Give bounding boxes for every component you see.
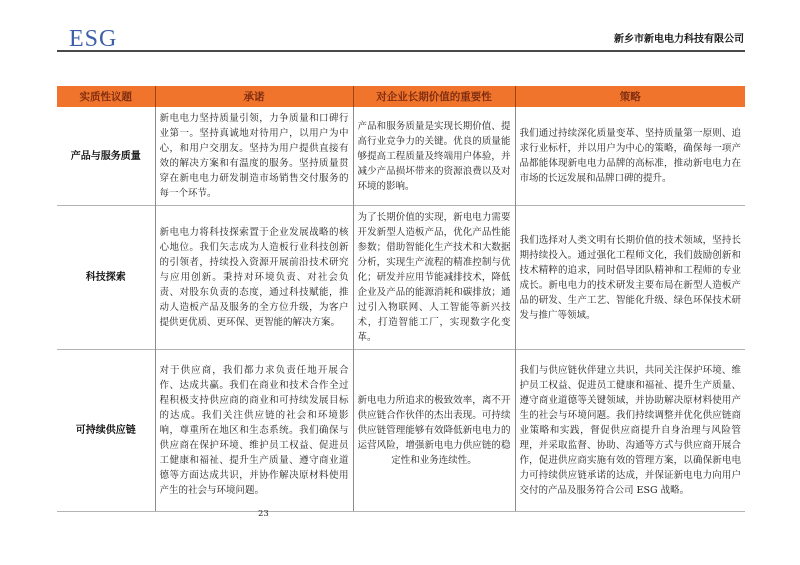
column-header-strategy: 策略 — [515, 86, 745, 107]
document-header — [57, 22, 745, 52]
strategy-cell: 我们通过持续深化质量变革、坚持质量第一原则、追求行业标杆，并以用户为中心的策略，确保每一项产品都能体现新电电力品牌的高标准，推动新电电力在市场的长远发展和品牌口碑的提升。 — [515, 107, 745, 206]
company-name: 新乡市新电电力科技有限公司 — [614, 34, 744, 45]
column-header-commitment: 承诺 — [155, 86, 353, 107]
strategy-cell: 我们选择对人类文明有长期价值的技术领域，坚持长期持续投入。通过强化工程师文化，我们鼓励创新和技术精粹的追求，同时倡导团队精神和工程师的专业成长。新电电力的技术研发主要布局在新型人造板产品的研发、生产工艺、智能化升级、绿色环保技术研发与推广等领域。 — [515, 206, 745, 350]
table-row-sustainable-supply-chain — [57, 350, 745, 512]
commitment-cell: 对于供应商，我们都力求负责任地开展合作、达成共赢。我们在商业和技术合作全过程积极支持供应商的商业和可持续发展目标的达成。我们关注供应链的社会和环境影响，尊重所在地区和生态系统。我们确保与供应商在保护环境、维护员工权益、促进员工健康和福祉、提升生产质量、遵守商业道德等方面达成共识，并协作解决原材料使用产生的社会与环境问题。 — [155, 350, 353, 512]
strategy-cell: 我们与供应链伙伴建立共识，共同关注保护环境、维护员工权益、促进员工健康和福祉、提升生产质量、遵守商业道德等关键领域，并协助解决原材料使用产生的社会与环境问题。我们持续调整并优化供应链商业策略和实践，督促供应商提升自身治理与风险管理，并采取监督、协助、沟通等方式与供应商开展合作，促进供应商实施有效的管理方案，以确保新电电力可持续供应链承诺的达成，并保证新电电力向用户交付的产品及服务符合公司 ESG 战略。 — [515, 350, 745, 512]
table-header-row — [57, 86, 745, 107]
importance-cell: 产品和服务质量是实现长期价值、提高行业竞争力的关键。优良的质量能够提高工程质量及终端用户体验，并减少产品损坏带来的资源浪费以及对环境的影响。 — [353, 107, 515, 206]
commitment-cell: 新电电力将科技探索置于企业发展战略的核心地位。我们矢志成为人造板行业科技创新的引领者，持续投入资源开展前沿技术研究与应用创新。秉持对环境负责、对社会负责、对股东负责的态度，通过科技赋能，推动人造板产品及服务的全方位升级，为客户提供更优质、更环保、更智能的解决方案。 — [155, 206, 353, 350]
column-header-material-issue: 实质性议题 — [57, 86, 155, 107]
page-number: 23 — [258, 509, 269, 519]
esg-logo: ESG — [69, 26, 118, 52]
table-row-product-service-quality — [57, 107, 745, 206]
commitment-cell: 新电电力坚持质量引领，力争质量和口碑行业第一。坚持真诚地对待用户，以用户为中心，和用户交朋友。坚持为用户提供直接有效的解决方案和有温度的服务。坚持质量贯穿在新电电力研发制造市场销售交付服务的每一个环节。 — [155, 107, 353, 206]
topic-cell: 产品与服务质量 — [70, 150, 141, 162]
importance-cell: 新电电力所追求的极致效率，离不开供应链合作伙伴的杰出表现。可持续供应链管理能够有效降低新电电力的运营风险，增强新电电力供应链的稳定性和业务连续性。 — [353, 350, 515, 512]
column-header-importance: 对企业长期价值的重要性 — [353, 86, 515, 107]
importance-cell: 为了长期价值的实现，新电电力需要开发新型人造板产品，优化产品性能参数；借助智能化生产技术和大数据分析，实现生产流程的精准控制与优化；研发并应用节能减排技术，降低企业及产品的能源消耗和碳排放；通过引入物联网、人工智能等新兴技术，打造智能工厂，实现数字化变革。 — [353, 206, 515, 350]
topic-cell: 科技探索 — [57, 206, 155, 350]
page-footer — [258, 509, 269, 519]
topic-cell: 可持续供应链 — [57, 350, 155, 512]
materiality-table — [57, 86, 745, 512]
table-row-technology-exploration — [57, 206, 745, 350]
